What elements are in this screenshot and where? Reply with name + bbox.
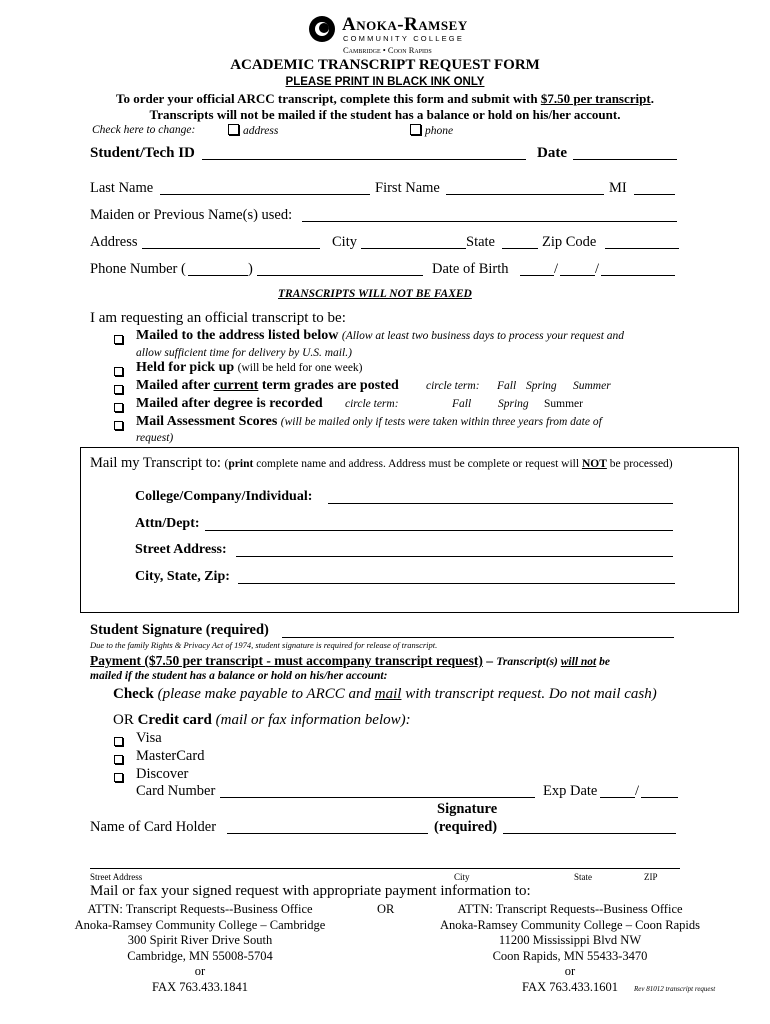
term-spring[interactable]: Spring [498, 398, 529, 410]
address-field[interactable] [142, 234, 320, 249]
city-label: City [332, 234, 357, 250]
term-spring[interactable]: Spring [526, 380, 557, 392]
change-phone-option[interactable]: phone [410, 124, 453, 137]
term-fall[interactable]: Fall [452, 398, 472, 410]
last-name-field[interactable] [160, 180, 370, 195]
phone-area-field[interactable] [188, 261, 248, 276]
street-label: Street Address: [135, 542, 227, 557]
card-holder-field[interactable] [227, 819, 428, 834]
payment-heading: Payment ($7.50 per transcript - must accompany transcript request) – Transcript(s) will not be [90, 653, 610, 668]
intro-line2: Transcripts will not be mailed if the student has a balance or hold on his/her account. [149, 107, 621, 122]
mi-label: MI [609, 180, 627, 196]
billing-state-label: State [574, 872, 592, 882]
option-degree-checkbox[interactable] [114, 403, 123, 412]
dob-day-field[interactable] [560, 261, 595, 276]
dob-slash-icon: / [554, 261, 559, 277]
coonrapids-fax: FAX 763.433.1601 [522, 979, 618, 994]
mastercard-checkbox[interactable] [114, 755, 123, 764]
state-field[interactable] [502, 234, 538, 249]
term-summer[interactable]: Summer [573, 380, 611, 392]
address-checkbox[interactable] [228, 124, 239, 135]
cambridge-or: or [194, 964, 206, 978]
signature-word: Signature [437, 801, 498, 817]
date-field[interactable] [573, 145, 677, 160]
card-holder-label: Name of Card Holder [90, 819, 217, 835]
last-name-label: Last Name [90, 180, 154, 196]
option-mailed-checkbox[interactable] [114, 335, 123, 344]
intro-line1: To order your official ARCC transcript, complete this form and submit with $7.50 per transcript. [116, 91, 654, 106]
attn-label: Attn/Dept: [135, 516, 200, 531]
coonrapids-attn: ATTN: Transcript Requests--Business Office [457, 902, 683, 916]
option-degree: Mailed after degree is recorded [136, 396, 323, 411]
card-number-label: Card Number [136, 783, 216, 799]
revision-note: Rev 81012 transcript request [634, 985, 716, 993]
phone-close: ) [248, 261, 253, 277]
student-id-field[interactable] [202, 145, 526, 160]
visa-checkbox[interactable] [114, 737, 123, 746]
coonrapids-college: Anoka-Ramsey Community College – Coon Rapids [439, 917, 701, 932]
dob-label: Date of Birth [432, 261, 509, 277]
option-assessment-checkbox[interactable] [114, 421, 123, 430]
csz-field[interactable] [238, 569, 675, 584]
street-field[interactable] [236, 542, 673, 557]
request-lead: I am requesting an official transcript to be: [90, 310, 346, 326]
college-label: College/Company/Individual: [135, 489, 313, 504]
phone-label: Phone Number ( [90, 261, 186, 277]
billing-street-label: Street Address [90, 872, 143, 882]
exp-date-label: Exp Date [543, 783, 598, 799]
student-id-label: Student/Tech ID [90, 145, 195, 161]
option-pickup: Held for pick up (will be held for one week) [136, 360, 363, 375]
visa-label: Visa [136, 730, 162, 746]
coonrapids-street: 11200 Mississippi Blvd NW [498, 933, 642, 947]
discover-label: Discover [136, 766, 189, 782]
card-number-field[interactable] [220, 783, 535, 798]
privacy-note: Due to the family Rights & Privacy Act of 1974, student signature is required for release of transcript. [90, 640, 438, 650]
cambridge-fax: FAX 763.433.1841 [152, 979, 248, 994]
dob-year-field[interactable] [601, 261, 675, 276]
term-summer[interactable]: Summer [544, 398, 583, 410]
coonrapids-city: Coon Rapids, MN 55433-3470 [492, 948, 648, 963]
billing-zip-label: ZIP [644, 872, 658, 882]
mail-to-heading: Mail my Transcript to: (print complete name and address. Address must be complete or request will NOT be processed) [90, 455, 673, 471]
zip-label: Zip Code [542, 234, 597, 250]
billing-address-field[interactable] [90, 852, 680, 869]
cambridge-city: Cambridge, MN 55008-5704 [127, 948, 273, 963]
option-current-term: Mailed after current term grades are posted [136, 378, 399, 393]
exp-month-field[interactable] [600, 783, 635, 798]
date-label: Date [537, 145, 567, 161]
check-change-label: Check here to change: [92, 124, 196, 136]
mail-fax-heading: Mail or fax your signed request with appropriate payment information to: [90, 883, 531, 899]
attn-field[interactable] [205, 516, 673, 531]
maiden-label: Maiden or Previous Name(s) used: [90, 207, 293, 223]
brand-name: Anoka-Ramsey [342, 14, 468, 35]
phone-number-field[interactable] [257, 261, 423, 276]
student-signature-field[interactable] [282, 622, 674, 638]
billing-city-label: City [454, 872, 470, 882]
mailto-or: OR [377, 902, 395, 916]
cambridge-attn: ATTN: Transcript Requests--Business Office [87, 902, 313, 916]
cambridge-address-block [40, 902, 360, 995]
mi-field[interactable] [634, 180, 675, 195]
cambridge-street: 300 Spirit River Drive South [127, 933, 273, 947]
student-signature-label: Student Signature (required) [90, 622, 269, 638]
coonrapids-or: or [564, 964, 576, 978]
first-name-field[interactable] [446, 180, 604, 195]
discover-checkbox[interactable] [114, 773, 123, 782]
dob-slash-icon: / [595, 261, 600, 277]
page-title: ACADEMIC TRANSCRIPT REQUEST FORM [230, 57, 540, 73]
maiden-field[interactable] [302, 207, 677, 222]
required-word: (required) [434, 819, 498, 835]
exp-year-field[interactable] [641, 783, 678, 798]
phone-checkbox[interactable] [410, 124, 421, 135]
mastercard-label: MasterCard [136, 748, 205, 764]
first-name-label: First Name [375, 180, 440, 196]
no-fax-notice: TRANSCRIPTS WILL NOT BE FAXED [278, 288, 472, 300]
college-logo-icon [309, 16, 335, 42]
cambridge-college: Anoka-Ramsey Community College – Cambridge [74, 917, 326, 932]
option-pickup-checkbox[interactable] [114, 367, 123, 376]
brand-campuses: Cambridge • Coon Rapids [343, 45, 432, 55]
exp-slash-icon: / [635, 783, 640, 799]
zip-field[interactable] [605, 234, 679, 249]
option-current-term-checkbox[interactable] [114, 385, 123, 394]
change-address-option[interactable]: address [228, 124, 278, 137]
city-field[interactable] [361, 234, 466, 249]
csz-label: City, State, Zip: [135, 569, 230, 584]
check-option: Check (please make payable to ARCC and mail with transcript request. Do not mail cash) [113, 686, 657, 702]
option-mailed: Mailed to the address listed below (Allow at least two business days to process your request and [136, 328, 625, 343]
option-assessment-note: request) [136, 432, 174, 444]
coonrapids-address-block [415, 902, 725, 995]
brand-sub: COMMUNITY COLLEGE [343, 34, 465, 43]
state-label: State [466, 234, 495, 250]
college-field[interactable] [328, 489, 673, 504]
option-assessment: Mail Assessment Scores (will be mailed only if tests were taken within three years from date of [136, 414, 602, 429]
address-label: Address [90, 234, 138, 250]
term-fall[interactable]: Fall [497, 380, 517, 392]
circle-term-label: circle term: [426, 380, 480, 392]
circle-term-label: circle term: [345, 398, 399, 410]
option-mailed-note: allow sufficient time for delivery by U.S. mail.) [136, 347, 352, 359]
ink-note: PLEASE PRINT IN BLACK INK ONLY [285, 76, 485, 88]
payment-warning-line2: mailed if the student has a balance or hold on his/her account: [90, 670, 388, 682]
card-signature-field[interactable] [503, 819, 676, 834]
dob-month-field[interactable] [520, 261, 554, 276]
credit-option: OR Credit card (mail or fax information below): [113, 712, 411, 728]
